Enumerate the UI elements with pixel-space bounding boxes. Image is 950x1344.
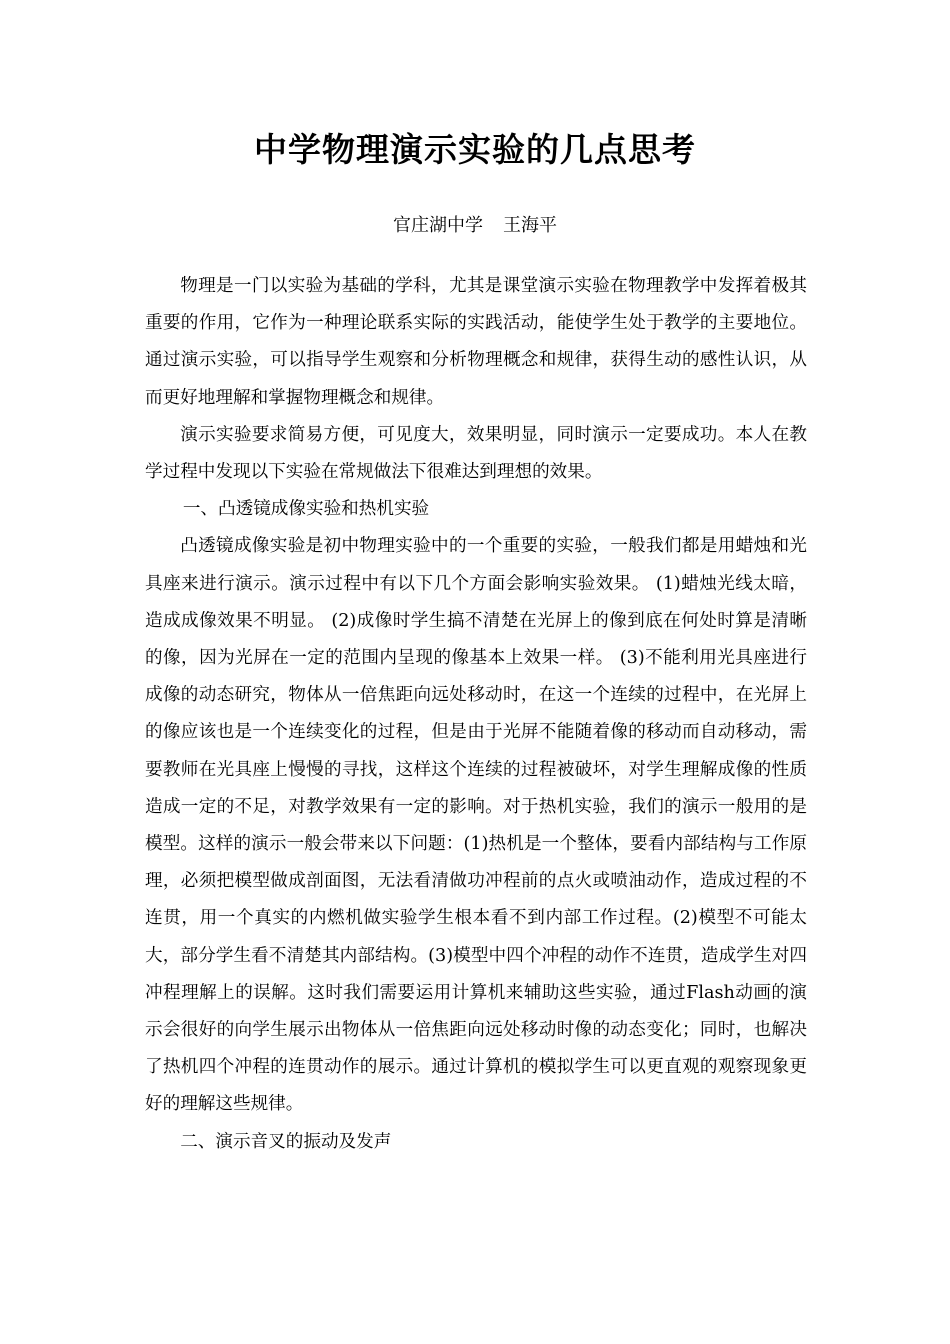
document-title: 中学物理演示实验的几点思考 bbox=[254, 130, 696, 169]
intro-paragraph-1: 物理是一门以实验为基础的学科，尤其是课堂演示实验在物理教学中发挥着极其重要的作用，它作为一种理论联系实际的实践活动，能使学生处于教学的主要地位。通过演示实验，可以指导学生观察和分析物理概念和规律，获得生动的感性认识，从而更好地理解和掌握物理概念和规律。 bbox=[145, 276, 807, 408]
author-name: 王海平 bbox=[503, 215, 557, 236]
author-school: 官庄湖中学 bbox=[393, 215, 483, 236]
section-2-heading: 二、演示音叉的振动及发声 bbox=[180, 1131, 392, 1152]
section-1-heading: 一、凸透镜成像实验和热机实验 bbox=[182, 499, 430, 520]
document-body bbox=[145, 268, 807, 1161]
section-1-paragraph: 凸透镜成像实验是初中物理实验中的一个重要的实验，一般我们都是用蜡烛和光具座来进行演示。演示过程中有以下几个方面会影响实验效果。 (1)蜡烛光线太暗，造成成像效果不明显。 (2)成像时学生搞不清楚在光屏上的像到底在何处时算是清晰的像，因为光屏在一定的范围内呈现的像基本上效果一样。 (3)不能利用光具座进行成像的动态研究，物体从一倍焦距向远处移动时，在这一个连续的过程中，在光屏上的像应该也是一个连续变化的过程，但是由于光屏不能随着像的移动而自动移动，需要教师在光具座上慢慢的寻找，这样这个连续的过程被破坏，对学生理解成像的性质造成一定的不足，对教学效果有一定的影响。对于热机实验，我们的演示一般用的是模型。这样的演示一般会带来以下问题：(1)热机是一个整体，要看内部结构与工作原理，必须把模型做成剖面图，无法看清做功冲程前的点火或喷油动作，造成过程的不连贯，用一个真实的内燃机做实验学生根本看不到内部工作过程。(2)模型不可能太大，部分学生看不清楚其内部结构。(3)模型中四个冲程的动作不连贯，造成学生对四冲程理解上的误解。这时我们需要运用计算机来辅助这些实验，通过Flash动画的演示会很好的向学生展示出物体从一倍焦距向远处移动时像的动态变化；同时，也解决了热机四个冲程的连贯动作的展示。通过计算机的模拟学生可以更直观的观察现象更好的理解这些规律。 bbox=[145, 536, 807, 1115]
intro-paragraph-2: 演示实验要求简易方便，可见度大，效果明显，同时演示一定要成功。本人在教学过程中发现以下实验在常规做法下很难达到理想的效果。 bbox=[145, 424, 807, 483]
author-line bbox=[0, 212, 950, 240]
